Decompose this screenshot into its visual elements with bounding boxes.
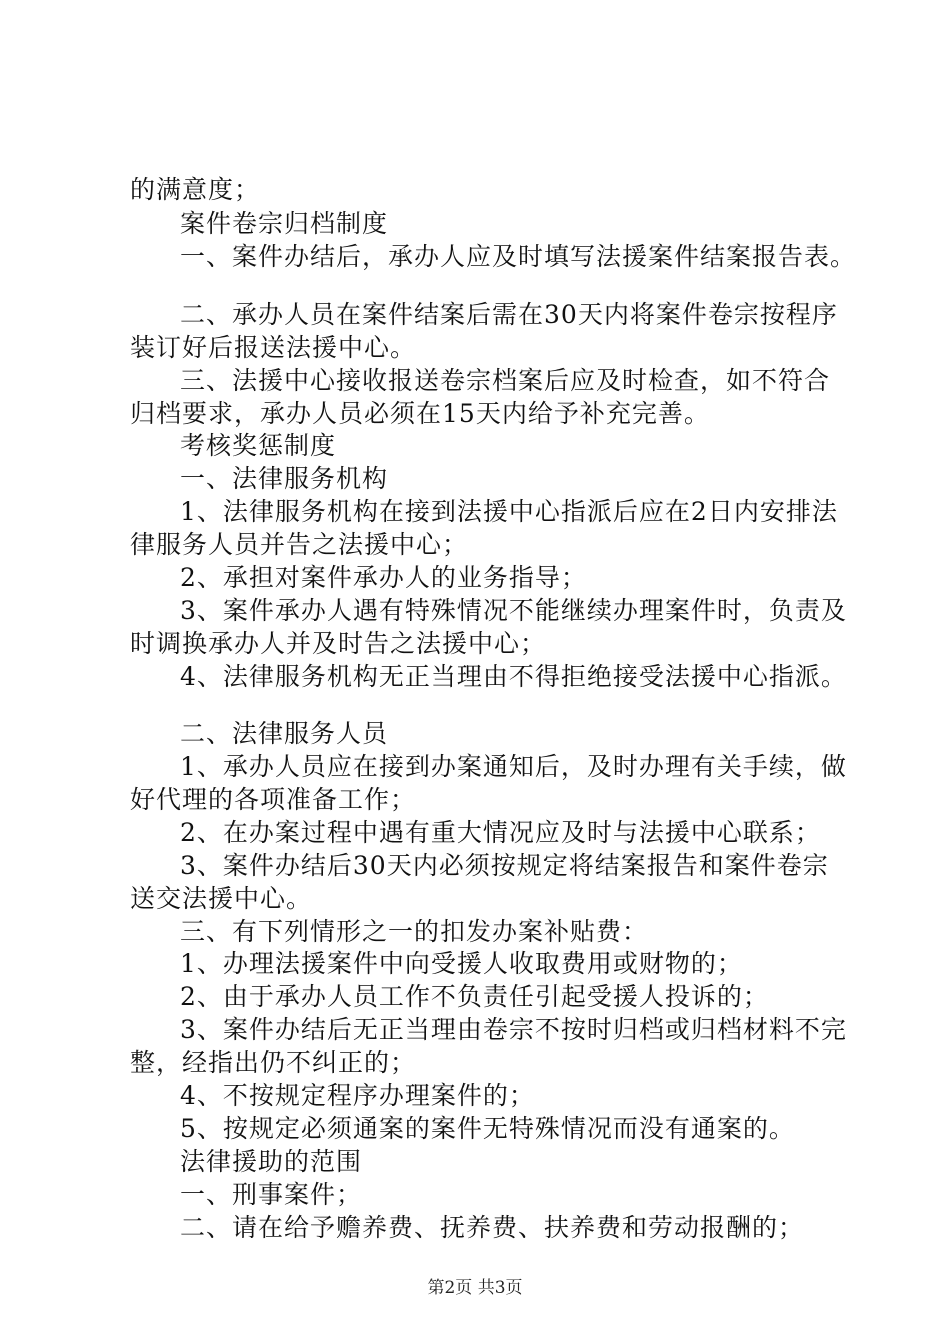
text-line: 整，经指出仍不纠正的； (130, 1048, 417, 1077)
text-line: 1、承办人员应在接到办案通知后，及时办理有关手续，做 (180, 752, 847, 781)
text-line: 归档要求，承办人员必须在15天内给予补充完善。 (130, 399, 710, 428)
text-line: 好代理的各项准备工作； (130, 785, 417, 814)
text-line: 4、法律服务机构无正当理由不得拒绝接受法援中心指派。 (180, 662, 847, 691)
text-line: 2、由于承办人员工作不负责任引起受援人投诉的； (180, 982, 769, 1011)
text-line: 3、案件承办人遇有特殊情况不能继续办理案件时，负责及 (180, 596, 847, 625)
section-heading: 考核奖惩制度 (180, 431, 337, 460)
page-footer: 第2页 共3页 (427, 1278, 523, 1298)
text-line: 律服务人员并告之法援中心； (130, 530, 469, 559)
text-line: 三、有下列情形之一的扣发办案补贴费： (180, 917, 649, 946)
text-line: 一、刑事案件； (180, 1180, 363, 1209)
text-line: 3、案件办结后30天内必须按规定将结案报告和案件卷宗 (180, 851, 829, 880)
text-line: 的满意度； (130, 175, 261, 204)
text-line: 三、法援中心接收报送卷宗档案后应及时检查，如不符合 (180, 366, 831, 395)
text-line: 一、法律服务机构 (180, 464, 389, 493)
text-line: 3、案件办结后无正当理由卷宗不按时归档或归档材料不完 (180, 1015, 847, 1044)
text-line: 4、不按规定程序办理案件的； (180, 1081, 535, 1110)
text-line: 2、承担对案件承办人的业务指导； (180, 563, 587, 592)
section-heading: 案件卷宗归档制度 (180, 209, 389, 238)
text-line: 二、请在给予赡养费、抚养费、扶养费和劳动报酬的； (180, 1213, 805, 1242)
section-heading: 法律援助的范围 (180, 1147, 363, 1176)
text-line: 时调换承办人并及时告之法援中心； (130, 629, 547, 658)
text-line: 二、承办人员在案件结案后需在30天内将案件卷宗按程序 (180, 300, 838, 329)
text-line: 1、法律服务机构在接到法援中心指派后应在2日内安排法 (180, 497, 838, 526)
text-line: 2、在办案过程中遇有重大情况应及时与法援中心联系； (180, 818, 821, 847)
text-line: 装订好后报送法援中心。 (130, 333, 417, 362)
text-line: 一、案件办结后，承办人应及时填写法援案件结案报告表。 (180, 242, 857, 271)
text-line: 1、办理法援案件中向受援人收取费用或财物的； (180, 949, 743, 978)
text-line: 5、按规定必须通案的案件无特殊情况而没有通案的。 (180, 1114, 795, 1143)
text-line: 送交法援中心。 (130, 884, 313, 913)
text-line: 二、法律服务人员 (180, 719, 389, 748)
